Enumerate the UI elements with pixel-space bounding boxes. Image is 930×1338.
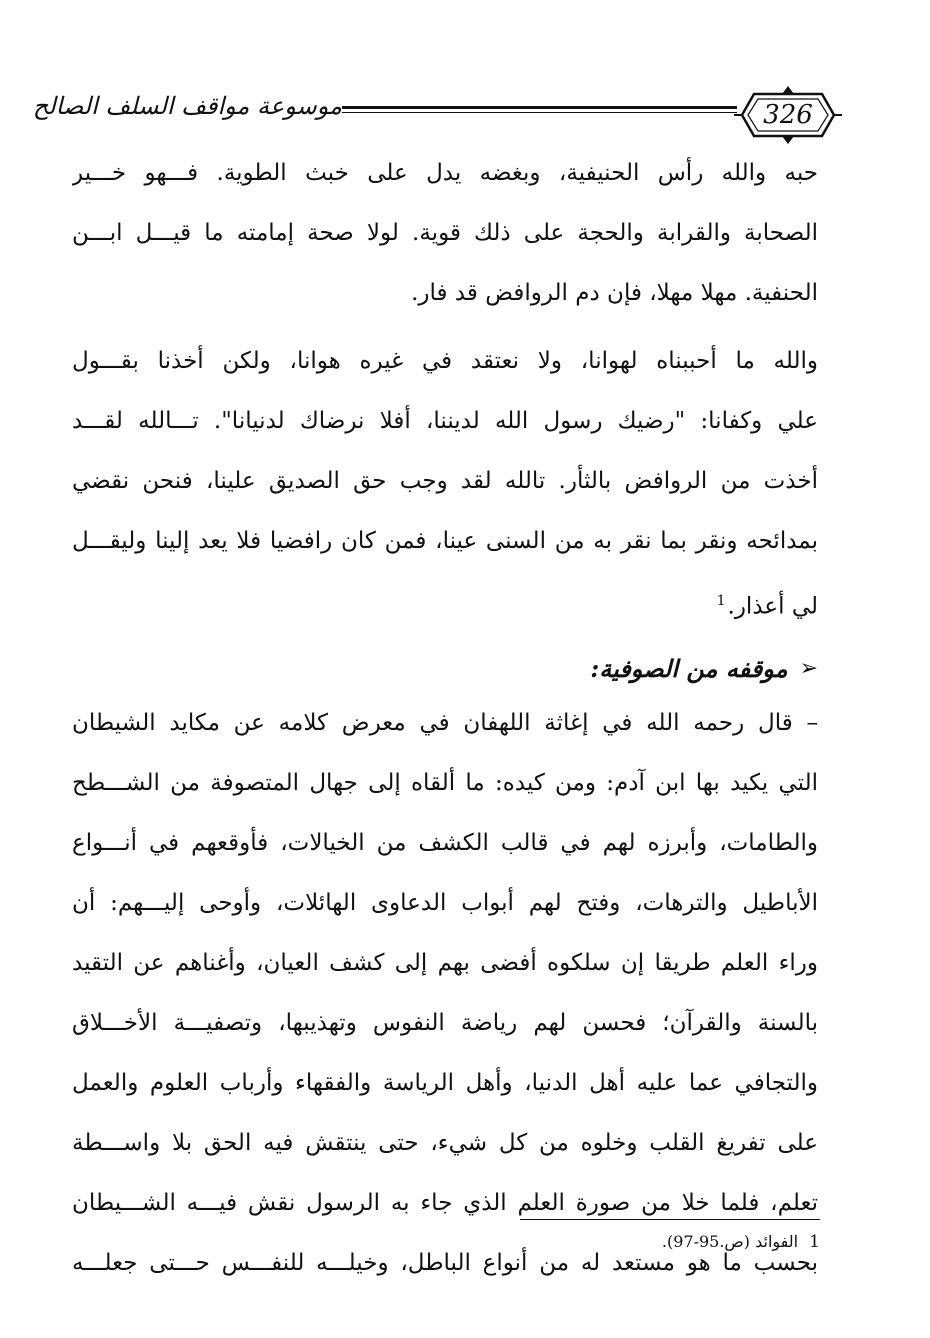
text-line: الصحابة والقرابة والحجة على ذلك قوية. لولا صحة إمامته ما قيـــل ابـــن	[72, 220, 818, 246]
footnote-separator	[520, 1219, 820, 1220]
text-line: والله ما أحببناه لهوانا، ولا نعتقد في غيره هوانا، ولكن أخذنا بقـــول	[72, 348, 818, 374]
text-line: تعلم، فلما خلا من صورة العلم الذي جاء به الرسول نقش فيـــه الشـــيطان	[72, 1190, 818, 1216]
text-line: حبه والله رأس الحنيفية، وبغضه يدل على خبث الطوية. فـــهو خـــير	[72, 160, 818, 186]
book-title: موسوعة مواقف السلف الصالح	[32, 92, 342, 120]
text-line	[72, 578, 818, 638]
text-line: على تفريغ القلب وخلوه من كل شيء، حتى ينتقش فيه الحق بلا واســـطة	[72, 1130, 818, 1156]
footnote-text: الفوائد (ص.95-97).	[661, 1232, 799, 1251]
text-line: بالسنة والقرآن؛ فحسن لهم رياضة النفوس وتهذيبها، وتصفيـــة الأخـــلاق	[72, 1010, 818, 1036]
page-number-badge	[732, 84, 844, 146]
text-line: علي وكفانا: "رضيك رسول الله لديننا، أفلا نرضاك لدنيانا". تـــالله لقـــد	[72, 408, 818, 434]
section-heading-text: موقفه من الصوفية:	[590, 654, 788, 683]
text-line: بمدائحه ونقر بما نقر به من السنى عينا، فمن كان رافضيا فلا يعد إلينا وليقـــل	[72, 528, 818, 554]
body-text	[72, 150, 818, 1300]
text-line: وراء العلم طريقا إن سلكوه أفضى بهم إلى كشف العيان، وأغناهم عن التقيد	[72, 950, 818, 976]
text-line: والطامات، وأبرزه لهم في قالب الكشف من الخيالات، فأوقعهم في أنـــواع	[72, 830, 818, 856]
text-line: الحنفية. مهلا مهلا، فإن دم الروافض قد فار.	[411, 280, 818, 306]
section-heading	[72, 638, 818, 700]
footnote-reference[interactable]: 1	[716, 593, 726, 609]
text-line: – قال رحمه الله في إغاثة اللهفان في معرض كلامه عن مكايد الشيطان	[72, 710, 818, 736]
page-header	[32, 70, 860, 160]
header-rule	[342, 106, 737, 118]
text-line: بحسب ما هو مستعد له من أنواع الباطل، وخيلـــه للنفـــس حـــتى جعلـــه	[72, 1250, 818, 1276]
text-line: والتجافي عما عليه أهل الدنيا، وأهل الرياسة والفقهاء وأرباب العلوم والعمل	[72, 1070, 818, 1096]
text-line: الأباطيل والترهات، وفتح لهم أبواب الدعاوى الهائلات، وأوحى إليـــهم: أن	[72, 890, 818, 916]
text-line: أخذت من الروافض بالثأر. تالله لقد وجب حق الصديق علينا، فنحن نقضي	[72, 468, 818, 494]
text-line-content: لي أعذار.	[727, 593, 818, 620]
page-number: 326	[763, 100, 813, 130]
text-line: التي يكيد بها ابن آدم: ومن كيده: ما ألقاه إلى جهال المتصوفة من الشـــطح	[72, 770, 818, 796]
arrow-bullet-icon: ➢	[799, 656, 818, 681]
footnote-number: 1	[809, 1232, 820, 1252]
footnote	[520, 1232, 820, 1252]
